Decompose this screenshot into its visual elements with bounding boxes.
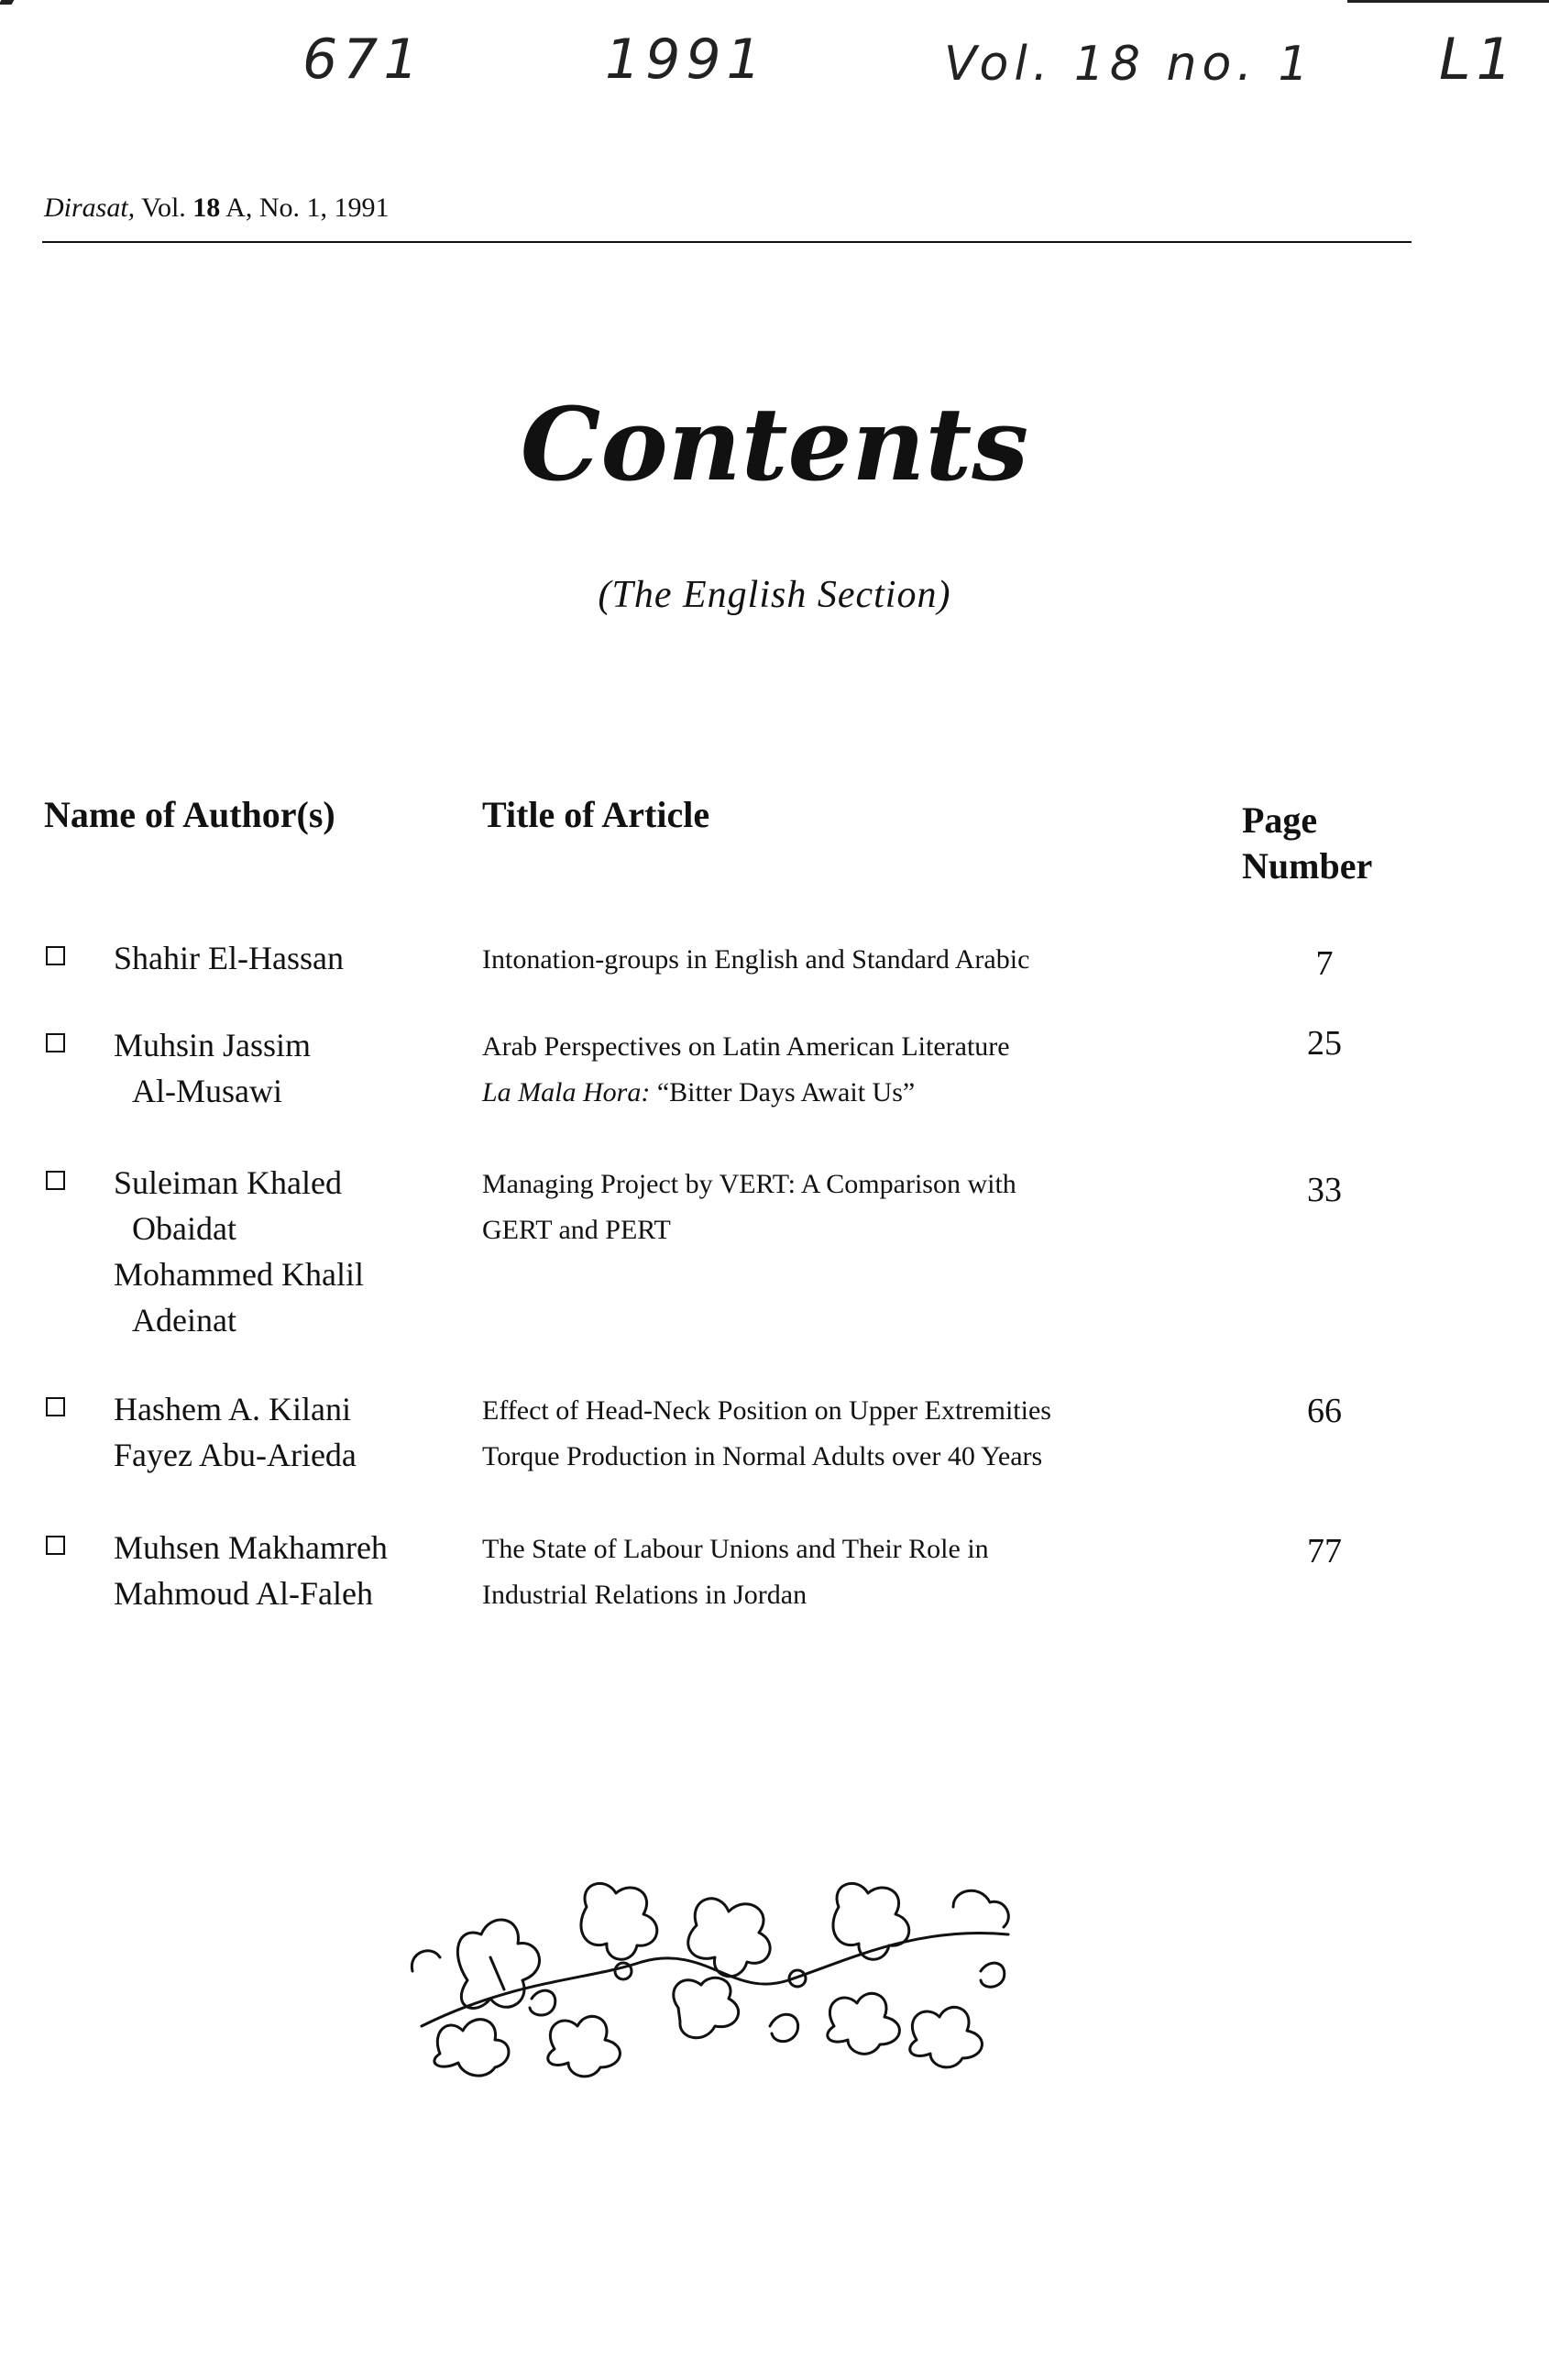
column-header-title: Title of Article bbox=[482, 794, 710, 835]
header-rule bbox=[42, 241, 1412, 243]
handwritten-note: 671 bbox=[302, 28, 424, 92]
article-title-line: The State of Labour Unions and Their Role in bbox=[482, 1534, 989, 1564]
article-title bbox=[482, 1162, 1215, 1253]
square-bullet-icon bbox=[46, 1171, 65, 1190]
entry-authors bbox=[114, 935, 462, 981]
author-name: Fayez Abu-Arieda bbox=[114, 1437, 357, 1473]
article-title-line: Effect of Head-Neck Position on Upper Extremities bbox=[482, 1395, 1051, 1426]
author-name: Hashem A. Kilani bbox=[114, 1391, 351, 1427]
article-title-line: Torque Production in Normal Adults over 40 Years bbox=[482, 1441, 1043, 1471]
volume-number: 18 bbox=[192, 193, 221, 223]
handwritten-note: L1 bbox=[1439, 26, 1518, 93]
author-name: Suleiman Khaled bbox=[114, 1164, 342, 1201]
entry-authors bbox=[114, 1160, 462, 1343]
handwritten-note: Vol. 18 no. 1 bbox=[944, 37, 1314, 92]
article-title bbox=[482, 1388, 1215, 1480]
page-title: Contents bbox=[520, 385, 1029, 503]
handwritten-note: 1991 bbox=[605, 28, 767, 92]
entry-authors bbox=[114, 1525, 462, 1616]
author-name: Muhsen Makhamreh bbox=[114, 1529, 388, 1566]
journal-name: Dirasat, bbox=[44, 193, 136, 223]
issue-info: A, No. 1, 1991 bbox=[225, 193, 390, 223]
author-name: Muhsin Jassim bbox=[114, 1027, 312, 1063]
entry-authors bbox=[114, 1022, 462, 1114]
column-header-page-line: Number bbox=[1242, 845, 1373, 887]
article-title bbox=[482, 1024, 1215, 1116]
author-name: Adeinat bbox=[132, 1302, 236, 1339]
author-name: Mohammed Khalil bbox=[114, 1256, 364, 1293]
column-header-author: Name of Author(s) bbox=[44, 794, 335, 835]
article-title-line: Industrial Relations in Jordan bbox=[482, 1580, 807, 1610]
journal-header bbox=[44, 193, 390, 224]
article-title-line: GERT and PERT bbox=[482, 1215, 671, 1245]
page-number: 7 bbox=[1315, 944, 1334, 983]
square-bullet-icon bbox=[46, 1536, 65, 1555]
article-title bbox=[482, 1526, 1215, 1618]
page-number: 25 bbox=[1307, 1024, 1342, 1063]
column-header-page bbox=[1242, 798, 1425, 889]
scan-edge-mark bbox=[0, 0, 1549, 6]
square-bullet-icon bbox=[46, 946, 65, 965]
page-number: 66 bbox=[1307, 1392, 1342, 1430]
square-bullet-icon bbox=[46, 1397, 65, 1416]
article-title-line: Managing Project by VERT: A Comparison with bbox=[482, 1169, 1016, 1199]
author-name: Al-Musawi bbox=[132, 1073, 282, 1109]
page-subtitle: (The English Section) bbox=[598, 574, 951, 616]
article-title-line: Intonation-groups in English and Standard Arabic bbox=[482, 944, 1030, 975]
column-header-page-line: Page bbox=[1242, 799, 1318, 841]
article-title-italic: La Mala Hora: bbox=[482, 1077, 651, 1107]
author-name: Shahir El-Hassan bbox=[114, 940, 344, 976]
floral-ornament-icon bbox=[403, 1870, 1027, 2081]
article-title bbox=[482, 937, 1215, 983]
square-bullet-icon bbox=[46, 1033, 65, 1052]
article-title-quote: “Bitter Days Await Us” bbox=[656, 1077, 916, 1107]
entry-authors bbox=[114, 1386, 462, 1478]
page-number: 77 bbox=[1307, 1532, 1342, 1570]
volume-label: Vol. bbox=[141, 193, 186, 223]
article-title-line: Arab Perspectives on Latin American Literature bbox=[482, 1031, 1010, 1062]
page-number: 33 bbox=[1307, 1171, 1342, 1209]
author-name: Obaidat bbox=[132, 1210, 236, 1247]
author-name: Mahmoud Al-Faleh bbox=[114, 1575, 373, 1612]
